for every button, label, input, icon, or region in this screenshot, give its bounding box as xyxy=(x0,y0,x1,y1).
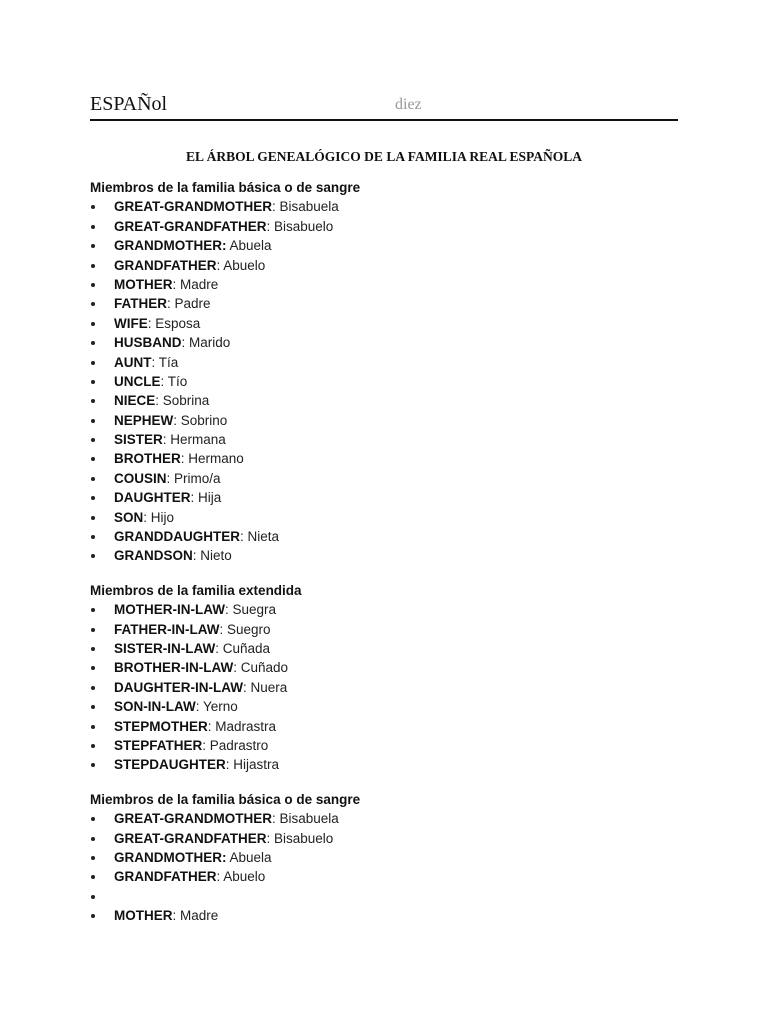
term-separator: : xyxy=(219,621,224,637)
list-item xyxy=(90,658,690,677)
bullet-icon xyxy=(91,477,95,481)
list-item xyxy=(90,620,690,639)
english-term: GRANDFATHER xyxy=(114,869,217,885)
bullet-icon xyxy=(91,361,95,365)
list-item xyxy=(90,508,690,527)
english-term: HUSBAND xyxy=(114,335,182,351)
english-term: DAUGHTER-IN-LAW xyxy=(114,679,243,695)
english-term: GRANDFATHER xyxy=(114,257,217,273)
section-heading: Miembros de la familia básica o de sangre xyxy=(90,791,361,807)
bullet-icon xyxy=(91,419,95,423)
term-separator: : xyxy=(173,412,178,428)
term-separator: : xyxy=(240,529,244,545)
list-item xyxy=(90,430,690,449)
term-separator: : xyxy=(192,548,197,564)
spanish-translation: Abuela xyxy=(226,849,272,865)
term-separator: : xyxy=(207,718,212,734)
list-item xyxy=(90,411,690,430)
section-spacer xyxy=(90,775,690,790)
bullet-icon xyxy=(91,895,95,899)
english-term: STEPDAUGHTER xyxy=(114,757,226,773)
spanish-translation: Hermano xyxy=(184,451,244,467)
english-term: GRANDMOTHER: xyxy=(114,849,227,865)
english-term: GRANDDAUGHTER xyxy=(114,529,240,545)
bullet-icon xyxy=(91,628,95,632)
spanish-translation: Bisabuela xyxy=(275,199,339,215)
section-spacer xyxy=(90,566,690,581)
bullet-icon xyxy=(91,554,95,558)
list-item xyxy=(90,256,690,275)
bullet-icon xyxy=(91,608,95,612)
spanish-translation: Bisabuela xyxy=(275,811,339,827)
list-item xyxy=(90,372,690,391)
bullet-icon xyxy=(91,244,95,248)
list-item xyxy=(90,449,690,468)
term-separator: : xyxy=(160,373,165,389)
spanish-translation: Bisabuelo xyxy=(270,830,334,846)
bullet-icon xyxy=(91,496,95,500)
bullet-icon xyxy=(91,535,95,539)
bullet-icon xyxy=(91,341,95,345)
spanish-translation: Sobrina xyxy=(159,393,210,409)
vocabulary-list xyxy=(90,600,690,775)
bullet-icon xyxy=(91,380,95,384)
spanish-translation: Madre xyxy=(176,908,219,924)
list-item xyxy=(90,809,690,828)
english-term: AUNT xyxy=(114,354,152,370)
bullet-icon xyxy=(91,875,95,879)
spanish-translation: Abuelo xyxy=(220,257,266,273)
list-item xyxy=(90,736,690,755)
spanish-translation: Madre xyxy=(176,276,219,292)
list-item xyxy=(90,333,690,352)
spanish-translation: Cuñada xyxy=(219,640,271,656)
term-separator: : xyxy=(202,737,207,753)
page-title: EL ÁRBOL GENEALÓGICO DE LA FAMILIA REAL ESPAÑOLA xyxy=(186,149,582,164)
spanish-translation: Nieto xyxy=(196,548,232,564)
bullet-icon xyxy=(91,666,95,670)
spanish-translation: Nuera xyxy=(246,679,288,695)
spanish-translation: Bisabuelo xyxy=(270,218,334,234)
bullet-icon xyxy=(91,399,95,403)
vocabulary-list xyxy=(90,809,690,925)
term-separator: : xyxy=(266,218,271,234)
english-term: MOTHER xyxy=(114,908,173,924)
term-separator: : xyxy=(272,811,276,827)
term-separator: : xyxy=(195,699,200,715)
bullet-icon xyxy=(91,302,95,306)
term-separator: : xyxy=(151,354,156,370)
header-lesson-number: diez xyxy=(395,96,422,113)
bullet-icon xyxy=(91,817,95,821)
bullet-icon xyxy=(91,686,95,690)
english-term: NIECE xyxy=(114,393,156,409)
term-separator: : xyxy=(155,393,160,409)
spanish-translation: Cuñado xyxy=(237,660,289,676)
english-term: GREAT-GRANDFATHER xyxy=(114,830,267,846)
english-term: GREAT-GRANDMOTHER xyxy=(114,811,272,827)
vocabulary-list xyxy=(90,197,690,565)
spanish-translation: Suegro xyxy=(223,621,271,637)
bullet-icon xyxy=(91,322,95,326)
spanish-translation: Sobrino xyxy=(177,412,228,428)
list-item xyxy=(90,236,690,255)
list-item xyxy=(90,314,690,333)
list-item xyxy=(90,887,690,906)
term-separator: : xyxy=(172,908,177,924)
spanish-translation: Tío xyxy=(164,373,188,389)
term-separator: : xyxy=(215,640,220,656)
bullet-icon xyxy=(91,914,95,918)
spanish-translation: Abuelo xyxy=(220,869,266,885)
document-header xyxy=(90,92,678,121)
english-term: STEPMOTHER xyxy=(114,718,208,734)
spanish-translation: Marido xyxy=(185,335,231,351)
header-subject: ESPAÑol xyxy=(90,93,168,115)
term-separator: : xyxy=(180,451,185,467)
list-item xyxy=(90,717,690,736)
spanish-translation: Abuela xyxy=(226,238,272,254)
spanish-translation: Hermana xyxy=(166,432,226,448)
spanish-translation: Nieta xyxy=(243,529,280,545)
english-term: MOTHER xyxy=(114,276,173,292)
list-item xyxy=(90,197,690,216)
english-term: STEPFATHER xyxy=(114,737,203,753)
term-separator: : xyxy=(167,296,171,312)
spanish-translation: Padrastro xyxy=(206,737,269,753)
list-item xyxy=(90,294,690,313)
bullet-icon xyxy=(91,837,95,841)
term-separator: : xyxy=(216,869,221,885)
english-term: GRANDMOTHER: xyxy=(114,238,227,254)
english-term: GRANDSON xyxy=(114,548,193,564)
list-item xyxy=(90,600,690,619)
list-item xyxy=(90,275,690,294)
bullet-icon xyxy=(91,516,95,520)
spanish-translation: Tía xyxy=(155,354,179,370)
term-separator: : xyxy=(272,199,276,215)
english-term: COUSIN xyxy=(114,470,167,486)
spanish-translation: Hijastra xyxy=(229,757,280,773)
spanish-translation: Esposa xyxy=(151,315,201,331)
list-item xyxy=(90,848,690,867)
bullet-icon xyxy=(91,457,95,461)
bullet-icon xyxy=(91,725,95,729)
bullet-icon xyxy=(91,856,95,860)
term-separator: : xyxy=(242,679,247,695)
list-item xyxy=(90,353,690,372)
spanish-translation: Hijo xyxy=(147,509,175,525)
list-item xyxy=(90,678,690,697)
bullet-icon xyxy=(91,647,95,651)
spanish-translation: Primo/a xyxy=(170,470,221,486)
spanish-translation: Padre xyxy=(170,296,211,312)
spanish-translation: Hija xyxy=(194,490,222,506)
list-item xyxy=(90,391,690,410)
english-term: SISTER-IN-LAW xyxy=(114,640,216,656)
english-term: DAUGHTER xyxy=(114,490,191,506)
english-term: FATHER-IN-LAW xyxy=(114,621,220,637)
term-separator: : xyxy=(162,432,167,448)
bullet-icon xyxy=(91,205,95,209)
list-item xyxy=(90,488,690,507)
english-term: SON xyxy=(114,509,144,525)
spanish-translation: Suegra xyxy=(228,602,277,618)
term-separator: : xyxy=(224,602,229,618)
term-separator: : xyxy=(147,315,152,331)
bullet-icon xyxy=(91,438,95,442)
bullet-icon xyxy=(91,744,95,748)
english-term: MOTHER-IN-LAW xyxy=(114,602,225,618)
bullet-icon xyxy=(91,225,95,229)
english-term: WIFE xyxy=(114,315,148,331)
bullet-icon xyxy=(91,763,95,767)
bullet-icon xyxy=(91,283,95,287)
list-item xyxy=(90,697,690,716)
english-term: BROTHER xyxy=(114,451,181,467)
term-separator: : xyxy=(172,276,177,292)
term-separator: : xyxy=(266,830,271,846)
term-separator: : xyxy=(216,257,221,273)
english-term: UNCLE xyxy=(114,373,161,389)
section-heading: Miembros de la familia básica o de sangre xyxy=(90,180,361,195)
english-term: SISTER xyxy=(114,432,163,448)
list-item xyxy=(90,867,690,886)
list-item xyxy=(90,469,690,488)
section-heading: Miembros de la familia extendida xyxy=(90,582,302,598)
document-body xyxy=(90,178,690,925)
list-item xyxy=(90,829,690,848)
list-item xyxy=(90,217,690,236)
term-separator: : xyxy=(166,470,171,486)
english-term: GREAT-GRANDMOTHER xyxy=(114,199,272,215)
english-term: BROTHER-IN-LAW xyxy=(114,660,234,676)
bullet-icon xyxy=(91,264,95,268)
term-separator: : xyxy=(233,660,237,676)
list-item xyxy=(90,546,690,565)
english-term: SON-IN-LAW xyxy=(114,699,196,715)
list-item xyxy=(90,639,690,658)
term-separator: : xyxy=(190,490,195,506)
list-item xyxy=(90,906,690,925)
spanish-translation: Madrastra xyxy=(211,718,277,734)
english-term: GREAT-GRANDFATHER xyxy=(114,218,267,234)
english-term: NEPHEW xyxy=(114,412,174,428)
list-item xyxy=(90,755,690,774)
spanish-translation: Yerno xyxy=(199,699,238,715)
term-separator: : xyxy=(225,757,230,773)
english-term: FATHER xyxy=(114,296,167,312)
term-separator: : xyxy=(143,509,148,525)
term-separator: : xyxy=(181,335,186,351)
list-item xyxy=(90,527,690,546)
bullet-icon xyxy=(91,705,95,709)
